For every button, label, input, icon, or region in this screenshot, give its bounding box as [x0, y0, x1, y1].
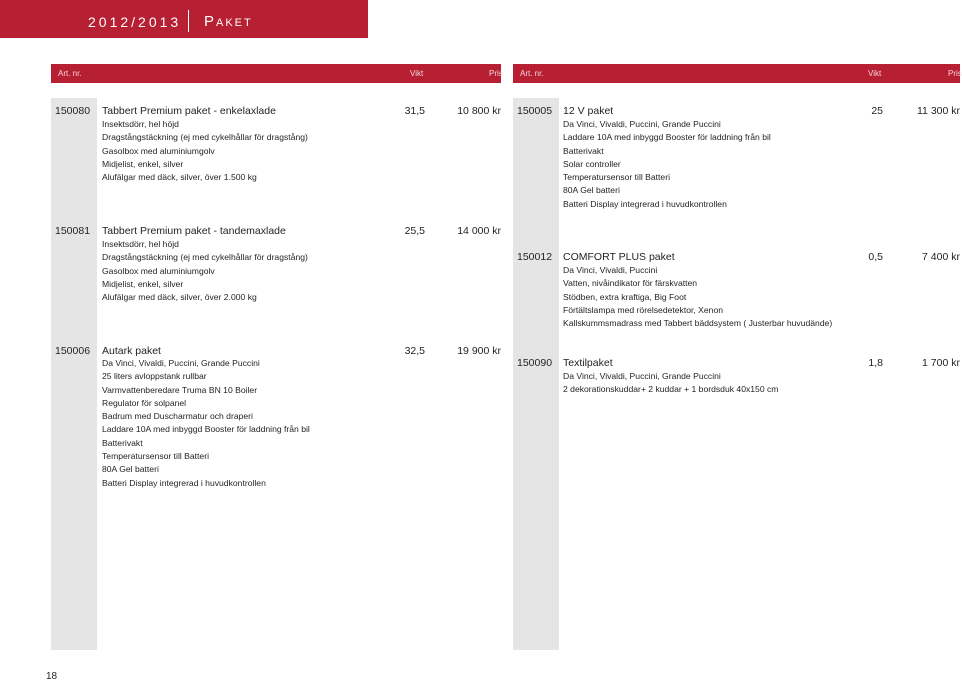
item-weight: 0,5 — [868, 251, 883, 263]
item-price: 7 400 kr — [922, 251, 960, 263]
weight-header: Vikt — [410, 69, 424, 78]
page-number: 18 — [46, 671, 58, 682]
description-line: Solar controller — [563, 158, 621, 169]
item-weight: 25 — [871, 105, 883, 117]
price-header: Pris — [948, 69, 962, 78]
description-line: Gasolbox med aluminiumgolv — [102, 145, 215, 156]
item-art-number: 150012 — [517, 251, 553, 263]
item-weight: 25,5 — [404, 225, 425, 237]
item-weight: 1,8 — [868, 357, 883, 369]
description-line: Alufälgar med däck, silver, över 1.500 kg — [102, 172, 257, 183]
left-column-header — [51, 64, 501, 83]
description-line: 25 liters avloppstank rullbar — [102, 371, 207, 382]
description-line: Temperatursensor till Batteri — [102, 451, 209, 462]
item-art-number: 150005 — [517, 105, 553, 117]
item-description — [102, 357, 310, 490]
description-line: Batterivakt — [102, 437, 143, 448]
item-name: Tabbert Premium paket - enkelaxlade — [102, 105, 276, 117]
right-art-column-bg — [513, 98, 559, 650]
item-description — [563, 264, 832, 330]
item-weight: 31,5 — [404, 105, 425, 117]
description-line: Batteri Display integrerad i huvudkontrollen — [563, 198, 727, 209]
description-line: Kallskummsmadrass med Tabbert bäddsystem ( Justerbar huvudände) — [563, 318, 833, 329]
description-line: Batteri Display integrerad i huvudkontrollen — [102, 477, 266, 488]
left-art-column-bg — [51, 98, 97, 650]
description-line: Alufälgar med däck, silver, över 2.000 kg — [102, 292, 257, 303]
item-description — [102, 118, 308, 184]
page-title: Paket — [204, 13, 253, 30]
description-line: Regulator för solpanel — [102, 397, 187, 408]
header-banner — [0, 0, 368, 38]
description-line: Insektsdörr, hel höjd — [102, 239, 179, 249]
catalog-year: 2012/2013 — [88, 14, 182, 30]
item-description — [102, 238, 308, 304]
description-line: Badrum med Duscharmatur och draperi — [102, 411, 253, 422]
description-line: Da Vinci, Vivaldi, Puccini, Grande Puccini — [563, 119, 721, 129]
item-price: 1 700 kr — [922, 357, 960, 369]
item-description — [563, 118, 771, 211]
description-line: Varmvattenberedare Truma BN 10 Boiler — [102, 384, 258, 395]
item-price: 14 000 kr — [457, 225, 501, 237]
description-line: Dragstångstäckning (ej med cykelhållar för dragstång) — [102, 132, 308, 143]
art-nr-header: Art. nr. — [520, 69, 544, 78]
description-line: Da Vinci, Vivaldi, Puccini — [563, 265, 658, 275]
price-header: Pris — [489, 69, 503, 78]
description-line: Midjelist, enkel, silver — [102, 158, 184, 169]
description-line: Vatten, nivåindikator för färskvatten — [563, 278, 698, 289]
item-price: 11 300 kr — [917, 105, 960, 117]
description-line: 80A Gel batteri — [563, 185, 620, 196]
description-line: Midjelist, enkel, silver — [102, 278, 184, 289]
header-divider — [188, 10, 189, 32]
description-line: Laddare 10A med inbyggd Booster för laddning från bil — [102, 424, 310, 435]
item-name: COMFORT PLUS paket — [563, 251, 675, 263]
description-line: 80A Gel batteri — [102, 464, 159, 475]
description-line: Dragstångstäckning (ej med cykelhållar för dragstång) — [102, 252, 308, 263]
description-line: Gasolbox med aluminiumgolv — [102, 265, 215, 276]
art-nr-header: Art. nr. — [58, 69, 82, 78]
description-line: Stödben, extra kraftiga, Big Foot — [563, 291, 687, 302]
item-name: Autark paket — [102, 345, 161, 357]
description-line: Insektsdörr, hel höjd — [102, 119, 179, 129]
item-art-number: 150081 — [55, 225, 91, 237]
item-name: 12 V paket — [563, 105, 614, 117]
item-weight: 32,5 — [404, 345, 425, 357]
item-art-number: 150080 — [55, 105, 91, 117]
description-line: Da Vinci, Vivaldi, Puccini, Grande Puccini — [563, 371, 721, 381]
description-line: Da Vinci, Vivaldi, Puccini, Grande Puccini — [102, 358, 260, 368]
description-line: Temperatursensor till Batteri — [563, 172, 670, 183]
item-name: Tabbert Premium paket - tandemaxlade — [102, 225, 286, 237]
description-line: Batterivakt — [563, 145, 604, 156]
item-price: 19 900 kr — [457, 345, 501, 357]
item-description — [563, 370, 778, 397]
item-art-number: 150090 — [517, 357, 553, 369]
item-art-number: 150006 — [55, 345, 91, 357]
description-line: 2 dekorationskuddar+ 2 kuddar + 1 bordsduk 40x150 cm — [563, 384, 779, 395]
weight-header: Vikt — [868, 69, 882, 78]
right-column-header — [513, 64, 960, 83]
description-line: Laddare 10A med inbyggd Booster för laddning från bil — [563, 132, 771, 143]
item-name: Textilpaket — [563, 357, 613, 369]
description-line: Förtältslampa med rörelsedetektor, Xenon — [563, 304, 724, 315]
item-price: 10 800 kr — [457, 105, 501, 117]
